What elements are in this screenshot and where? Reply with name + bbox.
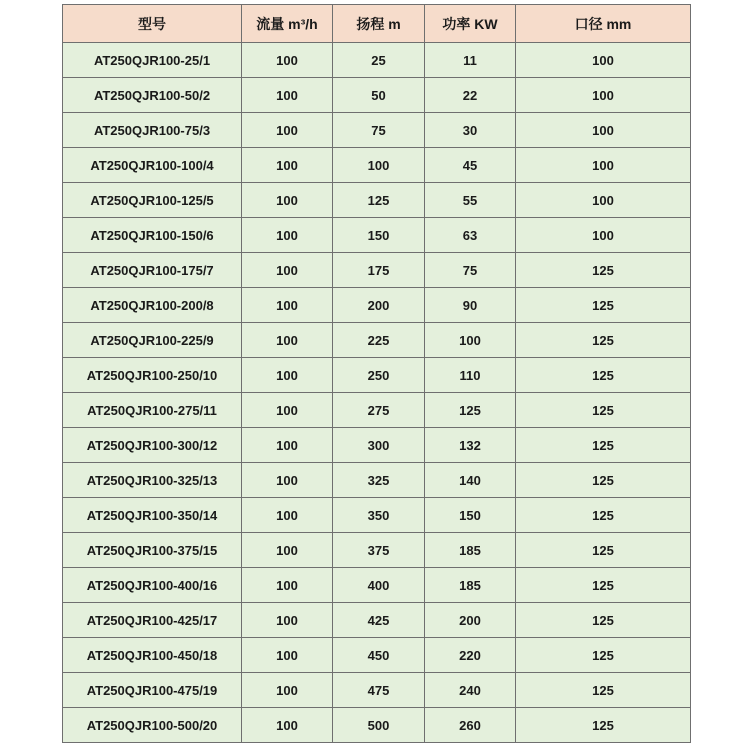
cell-model: AT250QJR100-425/17 <box>63 603 242 638</box>
cell-power: 200 <box>425 603 516 638</box>
cell-diameter: 100 <box>516 78 691 113</box>
cell-diameter: 125 <box>516 323 691 358</box>
cell-model: AT250QJR100-500/20 <box>63 708 242 743</box>
cell-head: 200 <box>333 288 425 323</box>
cell-diameter: 100 <box>516 148 691 183</box>
cell-power: 110 <box>425 358 516 393</box>
cell-head: 225 <box>333 323 425 358</box>
cell-head: 25 <box>333 43 425 78</box>
table-row <box>63 148 691 183</box>
cell-model: AT250QJR100-25/1 <box>63 43 242 78</box>
header-power: 功率 KW <box>425 5 516 43</box>
cell-flow: 100 <box>242 78 333 113</box>
header-diameter: 口径 mm <box>516 5 691 43</box>
table-row <box>63 533 691 568</box>
cell-flow: 100 <box>242 533 333 568</box>
cell-flow: 100 <box>242 183 333 218</box>
cell-power: 45 <box>425 148 516 183</box>
table-row <box>63 498 691 533</box>
cell-power: 220 <box>425 638 516 673</box>
cell-head: 325 <box>333 463 425 498</box>
header-row <box>63 5 691 43</box>
cell-head: 300 <box>333 428 425 463</box>
header-flow: 流量 m³/h <box>242 5 333 43</box>
cell-diameter: 100 <box>516 218 691 253</box>
cell-power: 125 <box>425 393 516 428</box>
cell-power: 100 <box>425 323 516 358</box>
cell-diameter: 125 <box>516 673 691 708</box>
table-row <box>63 183 691 218</box>
cell-diameter: 125 <box>516 288 691 323</box>
table-row <box>63 358 691 393</box>
table-row <box>63 43 691 78</box>
table-row <box>63 218 691 253</box>
cell-flow: 100 <box>242 428 333 463</box>
cell-diameter: 125 <box>516 638 691 673</box>
cell-diameter: 100 <box>516 113 691 148</box>
cell-flow: 100 <box>242 393 333 428</box>
cell-diameter: 125 <box>516 463 691 498</box>
cell-model: AT250QJR100-300/12 <box>63 428 242 463</box>
cell-diameter: 125 <box>516 393 691 428</box>
cell-head: 350 <box>333 498 425 533</box>
cell-flow: 100 <box>242 148 333 183</box>
cell-diameter: 125 <box>516 253 691 288</box>
cell-model: AT250QJR100-225/9 <box>63 323 242 358</box>
cell-head: 175 <box>333 253 425 288</box>
cell-head: 250 <box>333 358 425 393</box>
cell-flow: 100 <box>242 43 333 78</box>
cell-power: 240 <box>425 673 516 708</box>
cell-diameter: 125 <box>516 428 691 463</box>
cell-head: 500 <box>333 708 425 743</box>
cell-model: AT250QJR100-50/2 <box>63 78 242 113</box>
cell-flow: 100 <box>242 358 333 393</box>
cell-model: AT250QJR100-450/18 <box>63 638 242 673</box>
table-row <box>63 638 691 673</box>
cell-model: AT250QJR100-475/19 <box>63 673 242 708</box>
table-row <box>63 428 691 463</box>
cell-head: 125 <box>333 183 425 218</box>
cell-head: 50 <box>333 78 425 113</box>
cell-flow: 100 <box>242 673 333 708</box>
header-model: 型号 <box>63 5 242 43</box>
table-header <box>63 5 691 43</box>
table-row <box>63 393 691 428</box>
cell-model: AT250QJR100-100/4 <box>63 148 242 183</box>
cell-flow: 100 <box>242 288 333 323</box>
cell-diameter: 125 <box>516 498 691 533</box>
cell-head: 450 <box>333 638 425 673</box>
cell-power: 185 <box>425 568 516 603</box>
cell-power: 132 <box>425 428 516 463</box>
cell-diameter: 125 <box>516 568 691 603</box>
table-row <box>63 288 691 323</box>
cell-flow: 100 <box>242 603 333 638</box>
cell-diameter: 100 <box>516 43 691 78</box>
header-head: 扬程 m <box>333 5 425 43</box>
cell-diameter: 100 <box>516 183 691 218</box>
cell-flow: 100 <box>242 463 333 498</box>
cell-flow: 100 <box>242 218 333 253</box>
cell-diameter: 125 <box>516 603 691 638</box>
table-row <box>63 323 691 358</box>
cell-flow: 100 <box>242 498 333 533</box>
cell-flow: 100 <box>242 638 333 673</box>
cell-head: 475 <box>333 673 425 708</box>
cell-power: 55 <box>425 183 516 218</box>
cell-head: 375 <box>333 533 425 568</box>
cell-power: 11 <box>425 43 516 78</box>
cell-flow: 100 <box>242 113 333 148</box>
table-row <box>63 708 691 743</box>
cell-flow: 100 <box>242 253 333 288</box>
table-row <box>63 568 691 603</box>
table-row <box>63 603 691 638</box>
cell-power: 75 <box>425 253 516 288</box>
table-row <box>63 113 691 148</box>
cell-flow: 100 <box>242 568 333 603</box>
cell-model: AT250QJR100-200/8 <box>63 288 242 323</box>
cell-power: 260 <box>425 708 516 743</box>
table-row <box>63 253 691 288</box>
cell-flow: 100 <box>242 708 333 743</box>
cell-power: 30 <box>425 113 516 148</box>
cell-model: AT250QJR100-275/11 <box>63 393 242 428</box>
cell-flow: 100 <box>242 323 333 358</box>
cell-model: AT250QJR100-350/14 <box>63 498 242 533</box>
table-row <box>63 673 691 708</box>
cell-power: 63 <box>425 218 516 253</box>
table-row <box>63 78 691 113</box>
table-row <box>63 463 691 498</box>
cell-diameter: 125 <box>516 708 691 743</box>
cell-head: 150 <box>333 218 425 253</box>
pump-spec-table <box>62 4 691 743</box>
cell-model: AT250QJR100-400/16 <box>63 568 242 603</box>
cell-head: 275 <box>333 393 425 428</box>
cell-power: 150 <box>425 498 516 533</box>
cell-model: AT250QJR100-75/3 <box>63 113 242 148</box>
cell-model: AT250QJR100-150/6 <box>63 218 242 253</box>
cell-head: 100 <box>333 148 425 183</box>
cell-head: 425 <box>333 603 425 638</box>
cell-model: AT250QJR100-125/5 <box>63 183 242 218</box>
cell-model: AT250QJR100-325/13 <box>63 463 242 498</box>
cell-head: 75 <box>333 113 425 148</box>
cell-power: 140 <box>425 463 516 498</box>
cell-power: 22 <box>425 78 516 113</box>
cell-model: AT250QJR100-375/15 <box>63 533 242 568</box>
cell-power: 185 <box>425 533 516 568</box>
cell-diameter: 125 <box>516 533 691 568</box>
table-body <box>63 43 691 743</box>
cell-model: AT250QJR100-250/10 <box>63 358 242 393</box>
cell-head: 400 <box>333 568 425 603</box>
cell-power: 90 <box>425 288 516 323</box>
cell-diameter: 125 <box>516 358 691 393</box>
cell-model: AT250QJR100-175/7 <box>63 253 242 288</box>
